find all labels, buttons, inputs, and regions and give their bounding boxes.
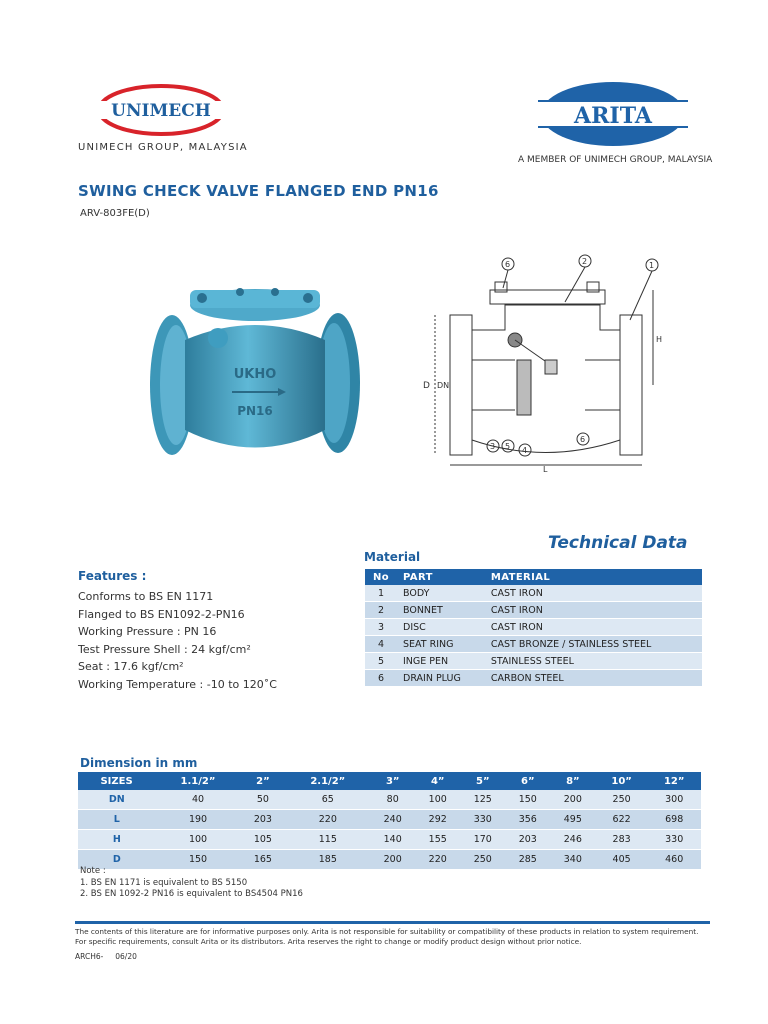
cell: 2 bbox=[365, 602, 397, 619]
callout-5: 5 bbox=[505, 442, 511, 451]
cell: 300 bbox=[648, 790, 701, 810]
cell: 330 bbox=[460, 810, 505, 830]
table-row bbox=[365, 653, 702, 670]
dimension-heading: Dimension in mm bbox=[80, 756, 198, 770]
dim-l: L bbox=[543, 465, 548, 474]
col-size: 6” bbox=[505, 772, 550, 790]
cell: 340 bbox=[550, 850, 595, 870]
col-part: PART bbox=[397, 569, 485, 585]
cell: 115 bbox=[285, 830, 370, 850]
unimech-subtitle: UNIMECH GROUP, MALAYSIA bbox=[78, 142, 248, 153]
product-model: ARV-803FE(D) bbox=[80, 208, 150, 219]
cell: 220 bbox=[415, 850, 460, 870]
cell: 4 bbox=[365, 636, 397, 653]
disclaimer-line: For specific requirements, consult Arita or its distributors. Arita reserves the right to change or modify product design without prior notice. bbox=[75, 936, 582, 946]
cell: 5 bbox=[365, 653, 397, 670]
dimension-table-header bbox=[78, 772, 701, 790]
row-header-cell: DN bbox=[78, 790, 156, 810]
notes bbox=[80, 866, 303, 901]
cell: 460 bbox=[648, 850, 701, 870]
cell: 200 bbox=[550, 790, 595, 810]
col-size: 5” bbox=[460, 772, 505, 790]
col-sizes: SIZES bbox=[78, 772, 156, 790]
cell: 200 bbox=[370, 850, 415, 870]
col-size: 1.1/2” bbox=[156, 772, 241, 790]
col-size: 8” bbox=[550, 772, 595, 790]
cell: 292 bbox=[415, 810, 460, 830]
dim-dn: DN bbox=[437, 381, 450, 390]
cell: 140 bbox=[370, 830, 415, 850]
cell: 50 bbox=[240, 790, 285, 810]
callout-2: 2 bbox=[582, 257, 588, 266]
table-row bbox=[365, 602, 702, 619]
note-item: 2. BS EN 1092-2 PN16 is equivalent to BS4504 PN16 bbox=[80, 889, 303, 899]
cell: CARBON STEEL bbox=[485, 670, 702, 687]
cell: 65 bbox=[285, 790, 370, 810]
photo-marking-bottom: PN16 bbox=[237, 404, 273, 418]
notes-heading: Note : bbox=[80, 866, 106, 876]
material-table-header bbox=[365, 569, 702, 585]
table-row bbox=[365, 636, 702, 653]
cell: 125 bbox=[460, 790, 505, 810]
cell: 1 bbox=[365, 585, 397, 602]
col-size: 10” bbox=[595, 772, 648, 790]
table-row bbox=[365, 585, 702, 602]
footer-divider bbox=[75, 921, 710, 924]
cell: 155 bbox=[415, 830, 460, 850]
col-material: MATERIAL bbox=[485, 569, 702, 585]
cell: 80 bbox=[370, 790, 415, 810]
arita-logo-text: ARITA bbox=[574, 103, 652, 129]
table-row bbox=[365, 619, 702, 636]
cell: 203 bbox=[505, 830, 550, 850]
footer-disclaimer bbox=[75, 927, 715, 946]
col-no: No bbox=[365, 569, 397, 585]
cell: 105 bbox=[240, 830, 285, 850]
cell: 6 bbox=[365, 670, 397, 687]
cell: 250 bbox=[460, 850, 505, 870]
cell: BODY bbox=[397, 585, 485, 602]
cell: 250 bbox=[595, 790, 648, 810]
callout-6-bottom: 6 bbox=[580, 435, 586, 444]
cell: 100 bbox=[415, 790, 460, 810]
dim-h: H bbox=[656, 335, 663, 344]
unimech-logo-text: UNIMECH bbox=[111, 101, 211, 121]
cell: 150 bbox=[505, 790, 550, 810]
cell: 698 bbox=[648, 810, 701, 830]
document-code: ARCH6- 06/20 bbox=[75, 952, 137, 961]
cell: CAST IRON bbox=[485, 585, 702, 602]
cell: CAST IRON bbox=[485, 619, 702, 636]
row-header-cell: L bbox=[78, 810, 156, 830]
row-header-cell: D bbox=[78, 850, 156, 870]
col-size: 4” bbox=[415, 772, 460, 790]
col-size: 2.1/2” bbox=[285, 772, 370, 790]
callout-1: 1 bbox=[649, 261, 655, 270]
cell: CAST BRONZE / STAINLESS STEEL bbox=[485, 636, 702, 653]
col-size: 3” bbox=[370, 772, 415, 790]
note-item: 1. BS EN 1171 is equivalent to BS 5150 bbox=[80, 877, 248, 888]
cell: 246 bbox=[550, 830, 595, 850]
dimension-table bbox=[78, 772, 701, 870]
callout-3: 3 bbox=[490, 442, 496, 451]
cell: SEAT RING bbox=[397, 636, 485, 653]
cell: 405 bbox=[595, 850, 648, 870]
material-heading: Material bbox=[364, 550, 421, 564]
cell: 40 bbox=[156, 790, 241, 810]
dim-d: D bbox=[423, 381, 430, 391]
cell: 170 bbox=[460, 830, 505, 850]
arita-logo bbox=[538, 80, 688, 148]
cell: STAINLESS STEEL bbox=[485, 653, 702, 670]
feature-item: Working Temperature : -10 to 120˚C bbox=[78, 677, 277, 691]
cell: 190 bbox=[156, 810, 241, 830]
table-row bbox=[78, 830, 701, 850]
table-row bbox=[78, 790, 701, 810]
cell: 495 bbox=[550, 810, 595, 830]
cell: 150 bbox=[156, 850, 241, 870]
cell: INGE PEN bbox=[397, 653, 485, 670]
valve-photo bbox=[150, 270, 360, 470]
callout-6-top: 6 bbox=[505, 260, 511, 269]
col-size: 2” bbox=[240, 772, 285, 790]
photo-marking-top: UKHO bbox=[233, 367, 277, 382]
material-table bbox=[365, 569, 702, 687]
valve-cross-section-diagram bbox=[415, 250, 675, 475]
table-row bbox=[78, 810, 701, 830]
disclaimer-line: The contents of this literature are for informative purposes only. Arita is not responsible for suitability or compatibility of these products in relation to system requirement. bbox=[75, 927, 699, 936]
technical-data-title: Technical Data bbox=[548, 533, 688, 553]
cell: 3 bbox=[365, 619, 397, 636]
cell: 220 bbox=[285, 810, 370, 830]
cell: 100 bbox=[156, 830, 241, 850]
cell: DRAIN PLUG bbox=[397, 670, 485, 687]
cell: 330 bbox=[648, 830, 701, 850]
feature-item: Test Pressure Shell : 24 kgf/cm² bbox=[78, 642, 251, 656]
table-row bbox=[365, 670, 702, 687]
cell: BONNET bbox=[397, 602, 485, 619]
cell: 285 bbox=[505, 850, 550, 870]
cell: DISC bbox=[397, 619, 485, 636]
cell: 356 bbox=[505, 810, 550, 830]
unimech-logo bbox=[95, 82, 227, 138]
feature-item: Flanged to BS EN1092-2-PN16 bbox=[78, 607, 245, 621]
row-header-cell: H bbox=[78, 830, 156, 850]
cell: CAST IRON bbox=[485, 602, 702, 619]
cell: 240 bbox=[370, 810, 415, 830]
cell: 185 bbox=[285, 850, 370, 870]
cell: 203 bbox=[240, 810, 285, 830]
cell: 165 bbox=[240, 850, 285, 870]
cell: 283 bbox=[595, 830, 648, 850]
feature-item: Seat : 17.6 kgf/cm² bbox=[78, 660, 184, 674]
callout-4: 4 bbox=[522, 446, 528, 455]
features-heading: Features : bbox=[78, 569, 147, 583]
col-size: 12” bbox=[648, 772, 701, 790]
features-list bbox=[78, 569, 277, 694]
arita-subtitle: A MEMBER OF UNIMECH GROUP, MALAYSIA bbox=[518, 155, 713, 165]
feature-item: Conforms to BS EN 1171 bbox=[78, 590, 214, 603]
feature-item: Working Pressure : PN 16 bbox=[78, 625, 217, 639]
product-title: SWING CHECK VALVE FLANGED END PN16 bbox=[78, 182, 439, 200]
cell: 622 bbox=[595, 810, 648, 830]
